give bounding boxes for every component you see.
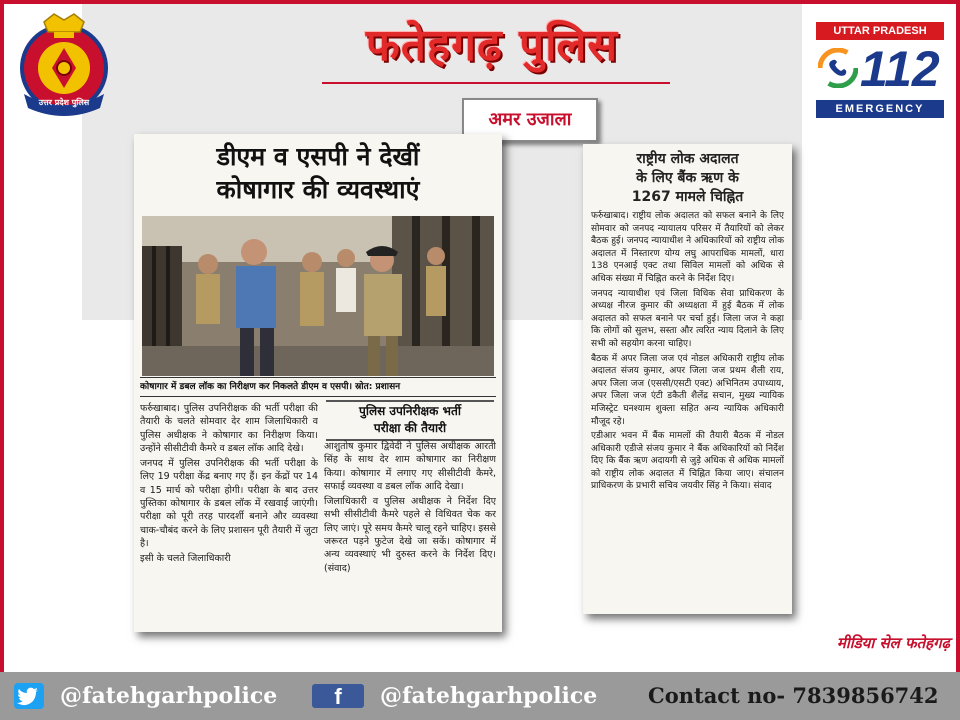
phone-icon	[818, 48, 858, 88]
media-cell-label: मीडिया सेल फतेहगढ़	[836, 634, 950, 652]
left-red-border	[0, 0, 4, 672]
contact-number: Contact no- 7839856742	[648, 683, 939, 708]
sub-headline-box	[326, 400, 494, 441]
article-paragraph: बैठक में अपर जिला जज एवं नोडल अधिकारी राष्ट्रीय लोक अदालत संजय कुमार, अपर जिला जज प्रथम शैली राय, अपर जिला जज (एससी/एसटी एक्ट) अभिनितम उपाध्याय, अपर जिला जज एंटी डकैती शैलेंद्र सचान, मुख्य न्यायिक मजिस्ट्रेट घनश्याम शुक्ला सहित अन्य न्यायिक अधिकारी मौजूद रहे।	[591, 353, 784, 427]
clipping-headline	[589, 150, 786, 207]
headline-line-2: कोषागार की व्यवस्थाएं	[216, 175, 420, 204]
article-column-b	[324, 440, 496, 628]
article-paragraph: जिलाधिकारी व पुलिस अधीक्षक ने निर्देश दिए सभी सीसीटीवी कैमरे पहले से विधिवत चेक कर लिए जाएं। पूरे समय कैमरे चालू रहने चाहिए। इससे जरूरत पड़ने फुटेज देखे जा सकें। कोषागार में अन्य व्यवस्थाएं भी दुरुस्त करने के निर्देश दिए। (संवाद)	[324, 496, 496, 574]
sub-headline-line-1: पुलिस उपनिरीक्षक भर्ती	[359, 404, 461, 418]
emergency-112-logo	[816, 22, 944, 122]
photo-caption: कोषागार में डबल लॉक का निरीक्षण कर निकलते डीएम व एसपी। स्रोत: प्रशासन	[140, 377, 496, 397]
article-body	[591, 210, 784, 610]
article-column-a	[140, 402, 318, 630]
facebook-icon[interactable]: f	[312, 684, 364, 708]
news-clipping-treasury	[134, 134, 502, 632]
article-paragraph: इसी के चलते जिलाधिकारी	[140, 553, 231, 565]
twitter-handle-link[interactable]: @fatehgarhpolice	[60, 683, 278, 709]
right-red-border	[956, 0, 960, 672]
article-paragraph: जनपद न्यायाधीश एवं जिला विधिक सेवा प्राधिकरण के अध्यक्ष नीरज कुमार की अध्यक्षता में हुई बैठक में लोक अदालत को सफल बनाने पर चर्चा हुई। जिला जज ने कहा कि लोगों को सुलभ, सस्ता और त्वरित न्याय दिलाने के लिए सभी को सहयोग करना चाहिए।	[591, 288, 784, 349]
twitter-icon[interactable]	[14, 683, 44, 709]
headline-line-1: डीएम व एसपी ने देखीं	[216, 142, 420, 171]
headline-line-1: राष्ट्रीय लोक अदालत	[636, 151, 739, 167]
emergency-number: 112	[860, 41, 940, 97]
emergency-label: EMERGENCY	[816, 100, 944, 118]
newspaper-name: अमर उजाला	[462, 98, 598, 142]
news-photo	[142, 216, 494, 376]
article-paragraph: फर्रुखाबाद। पुलिस उपनिरीक्षक की भर्ती परीक्षा की तैयारी के चलते सोमवार देर शाम जिलाधिकारी व पुलिस अधीक्षक ने कोषागार का निरीक्षण किया। उन्होंने सीसीटीवी कैमरे व डबल लॉक आदि देखे।	[140, 403, 318, 454]
headline-line-2: के लिए बैंक ऋण के	[636, 170, 739, 186]
logo-text: उत्तर प्रदेश पुलिस	[38, 98, 90, 107]
footer-bar	[0, 672, 960, 720]
facebook-handle-link[interactable]: @fatehgarhpolice	[380, 683, 598, 709]
page-title: फतेहगढ़ पुलिस	[365, 20, 619, 71]
news-clipping-lok-adalat	[583, 144, 792, 614]
article-paragraph: फर्रुखाबाद। राष्ट्रीय लोक अदालत को सफल बनाने के लिए सोमवार को जनपद न्यायालय परिसर में तैयारियों को लेकर बैठक हुई। जनपद न्यायाधीश ने अधिकारियों को राष्ट्रीय लोक अदालत में निस्तारण योग्य लघु आपराधिक मामलों, धारा 138 एनआई एक्ट तथा सिविल मामलों को अधिक से अधिक संख्या में चिह्नित करने के निर्देश दिए।	[591, 211, 784, 284]
article-paragraph: जनपद में पुलिस उपनिरीक्षक की भर्ती परीक्षा के लिए 19 परीक्षा केंद्र बनाए गए हैं। इन केंद्रों पर 14 व 15 मार्च को परीक्षा होगी। परीक्षा के बाद उत्तर पुस्तिका कोषागार के डबल लॉक में रखवाई जाएंगी। परीक्षा को पूरी तरह पारदर्शी बनाने और व्यवस्था चाक-चौबंद करने के लिए प्रशासन पूरी तैयारी में जुटा है।	[140, 458, 318, 549]
clipping-headline	[140, 140, 496, 206]
article-paragraph: एडीआर भवन में बैंक मामलों की तैयारी बैठक में नोडल अधिकारी एडीजे संजय कुमार ने बैंक अधिकारियों को निर्देश दिए कि बैंक ऋण अदायगी से जुड़े अधिक से अधिक मामलों को राष्ट्रीय लोक अदालत में चिह्नित किया जाए। संचालन प्राधिकरण के प्रभारी सचिव जयवीर सिंह ने किया। संवाद	[591, 431, 784, 492]
title-underline	[322, 82, 670, 84]
emergency-state-label: UTTAR PRADESH	[816, 22, 944, 40]
article-paragraph: आशुतोष कुमार द्विवेदी ने पुलिस अधीक्षक आरती सिंह के साथ देर शाम कोषागार का निरीक्षण किया। कोषागार में लगाए गए सीसीटीवी कैमरे, सफाई व्यवस्था व डबल लॉक आदि देखा।	[324, 441, 496, 492]
headline-line-3: 1267 मामले चिह्नित	[631, 189, 744, 205]
up-police-logo	[14, 12, 114, 116]
sub-headline-line-2: परीक्षा की तैयारी	[373, 421, 447, 435]
